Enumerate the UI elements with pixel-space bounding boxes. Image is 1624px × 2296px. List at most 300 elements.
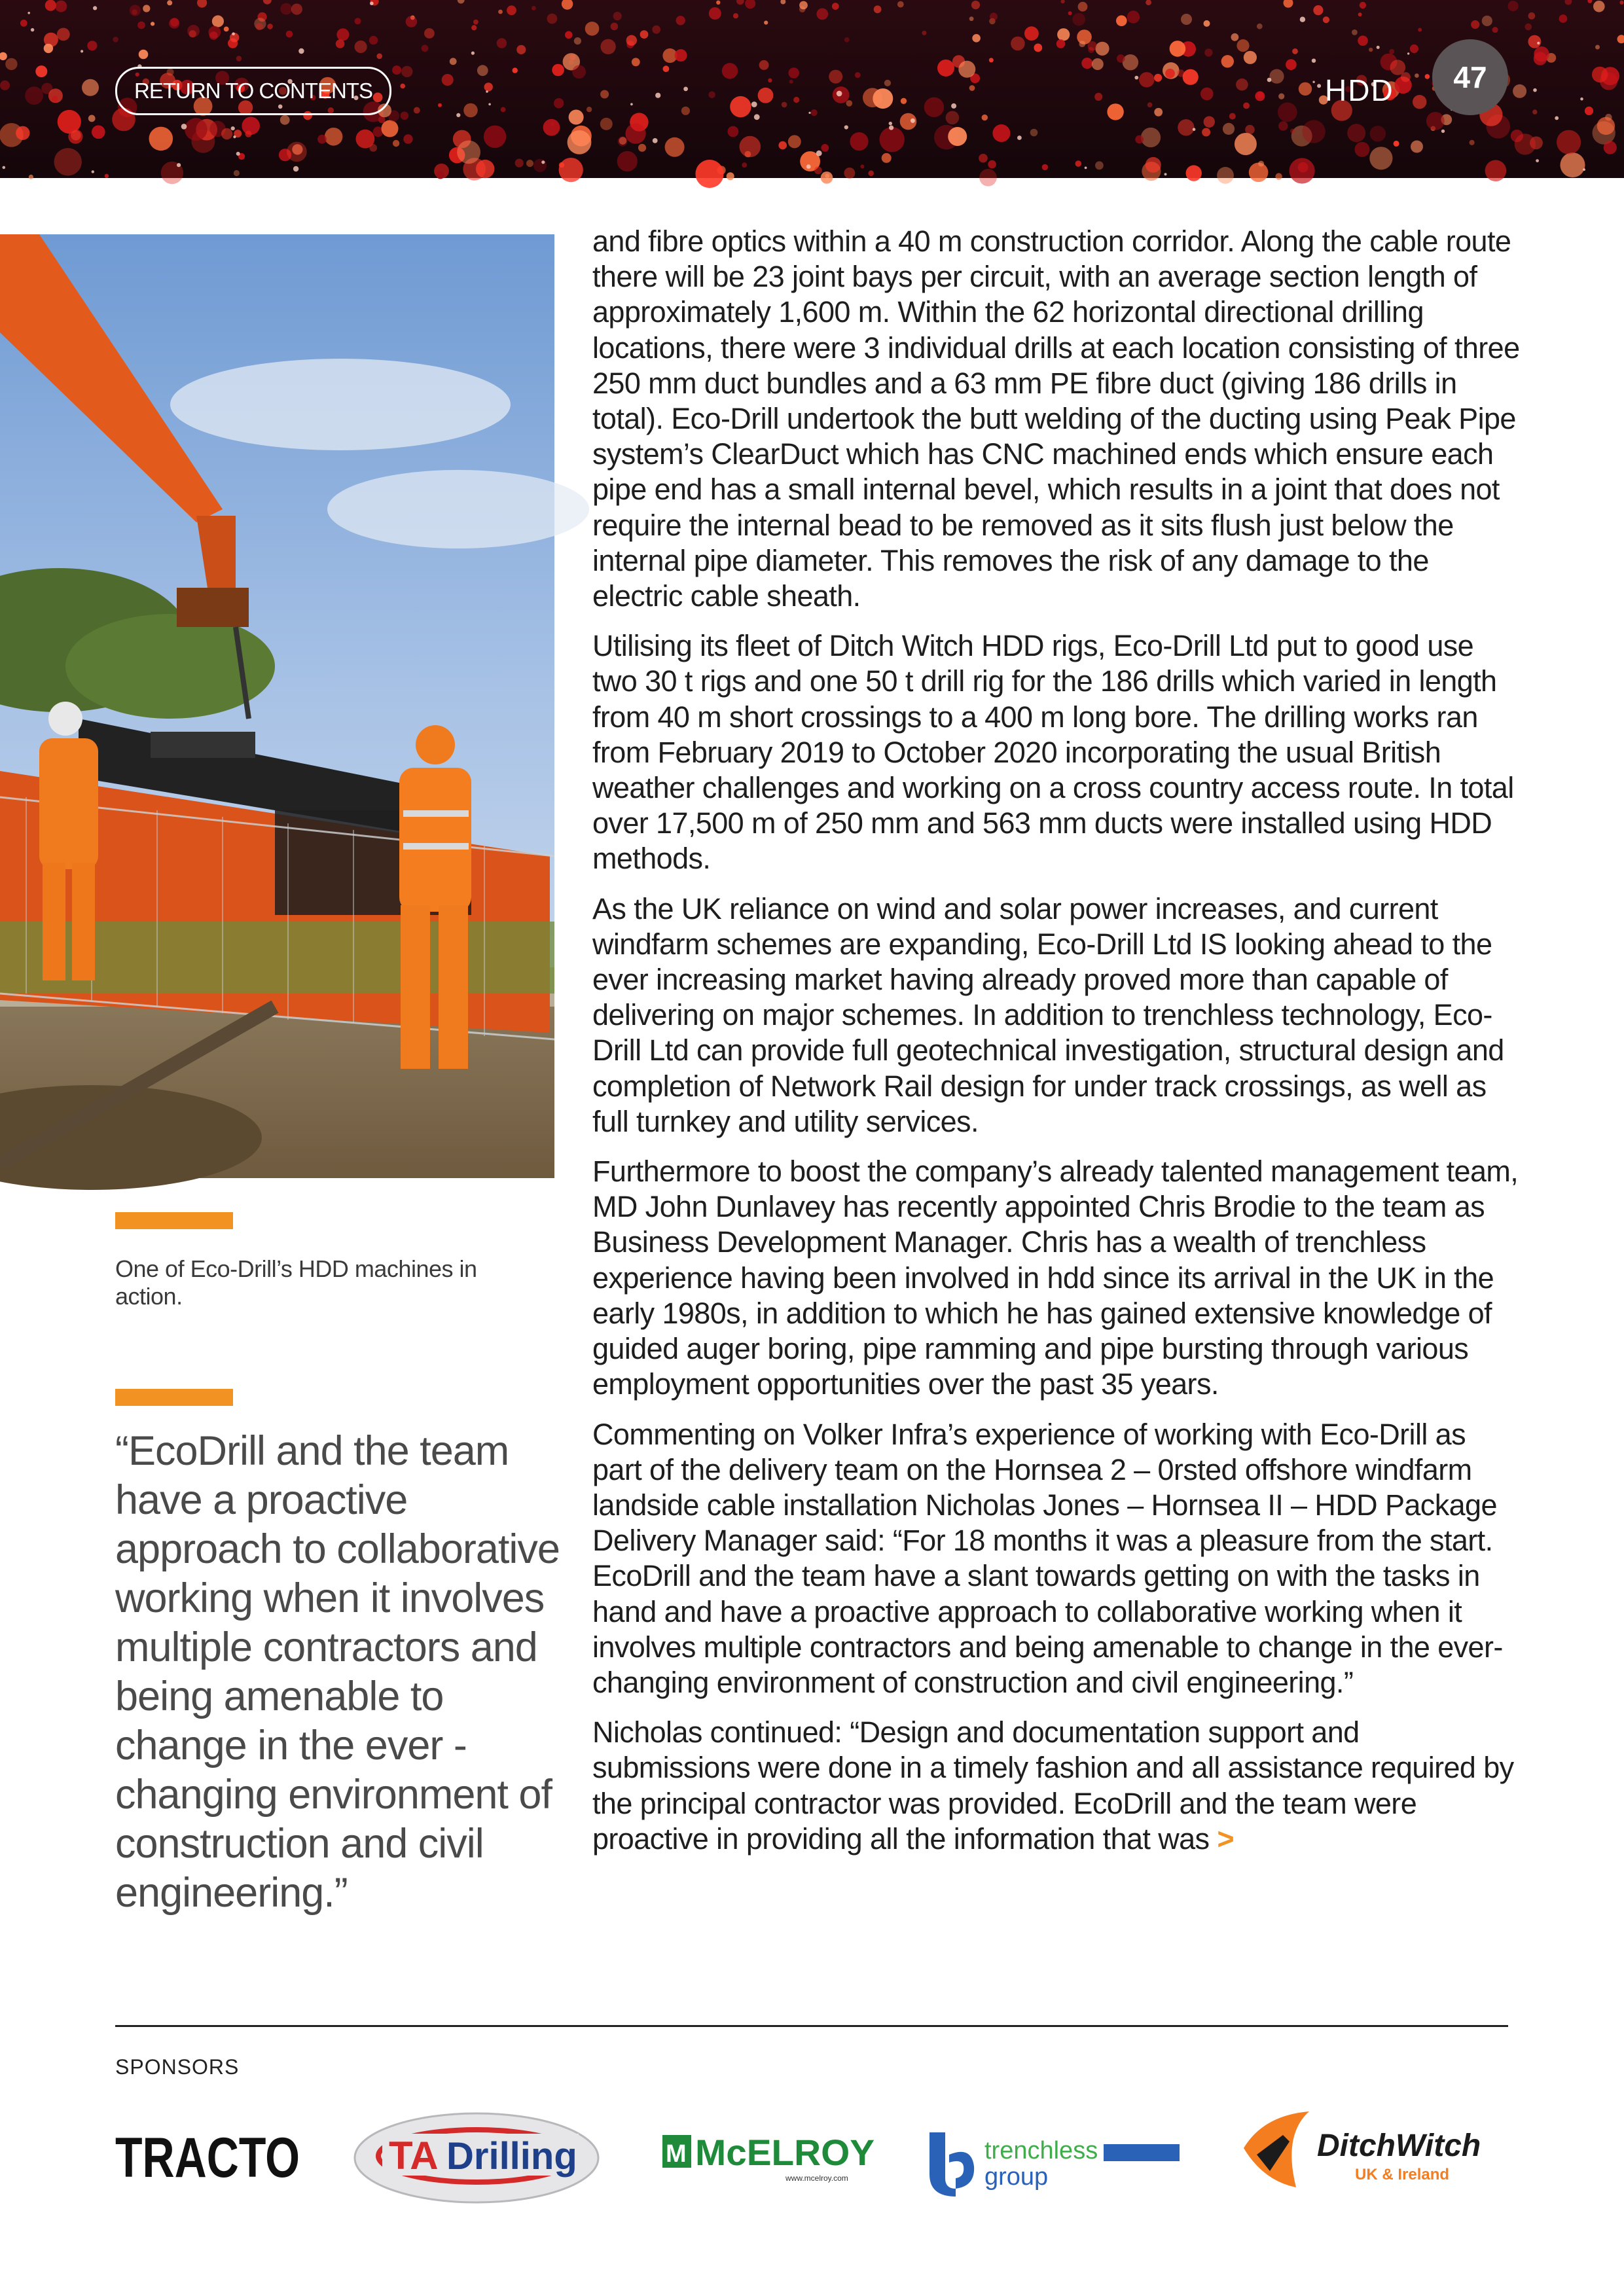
bokeh-light bbox=[393, 140, 399, 147]
bokeh-light bbox=[369, 36, 378, 45]
bokeh-light bbox=[728, 126, 739, 137]
bokeh-light bbox=[665, 137, 685, 157]
bokeh-light bbox=[1127, 10, 1140, 23]
bokeh-light bbox=[1470, 140, 1475, 145]
bokeh-highlight bbox=[1300, 17, 1305, 22]
bokeh-light bbox=[972, 34, 981, 43]
bokeh-light bbox=[105, 174, 109, 178]
bokeh-light bbox=[742, 162, 747, 168]
bokeh-highlight bbox=[1085, 167, 1087, 170]
photo-caption: One of Eco-Drill’s HDD machines in action. bbox=[115, 1255, 477, 1310]
bokeh-light bbox=[1532, 109, 1537, 114]
bokeh-light bbox=[1094, 93, 1102, 101]
bokeh-light bbox=[52, 96, 58, 101]
bokeh-light bbox=[392, 65, 401, 75]
bokeh-light bbox=[1139, 72, 1154, 87]
bokeh-light bbox=[716, 1, 720, 5]
article-paragraph: As the UK reliance on wind and solar power increases, and current windfarm schemes are expanding, Eco-Drill Ltd IS looking ahead to the ever increasing market having already proved more than capable of delivering on major schemes. In addition to trenchless technology, Eco-Drill Ltd can provide full geotechnical investigation, structural design and completion of Network Rail design for under track crossings, as well as full turnkey and utility services. bbox=[592, 891, 1504, 1138]
bokeh-light bbox=[1092, 58, 1104, 70]
bokeh-light bbox=[764, 20, 768, 24]
bokeh-light bbox=[473, 20, 478, 25]
bokeh-light bbox=[1559, 14, 1568, 23]
bokeh-light bbox=[585, 22, 600, 36]
bokeh-light bbox=[20, 20, 27, 27]
bokeh-light bbox=[1030, 129, 1038, 137]
bokeh-light bbox=[1413, 95, 1426, 109]
hdd-machine-photo bbox=[0, 234, 554, 1178]
bokeh-light bbox=[924, 98, 944, 117]
bokeh-light bbox=[922, 31, 926, 35]
bokeh-light bbox=[1592, 67, 1608, 82]
bokeh-light bbox=[1369, 147, 1392, 170]
bokeh-light bbox=[224, 27, 229, 32]
bokeh-highlight bbox=[1164, 173, 1167, 175]
bokeh-light bbox=[1056, 39, 1066, 48]
bokeh-light bbox=[882, 153, 892, 163]
bokeh-light bbox=[355, 18, 361, 24]
bokeh-light bbox=[722, 63, 738, 79]
mcelroy-logo[interactable] bbox=[661, 2131, 877, 2190]
bokeh-light bbox=[1068, 11, 1072, 15]
bokeh-light bbox=[1243, 103, 1250, 109]
bokeh-light bbox=[1095, 161, 1104, 170]
bokeh-light bbox=[1095, 42, 1109, 56]
bokeh-light bbox=[286, 31, 293, 38]
bokeh-light bbox=[1360, 2, 1366, 9]
bokeh-light bbox=[1249, 162, 1269, 182]
bokeh-light bbox=[1221, 55, 1234, 67]
bokeh-light bbox=[1255, 91, 1265, 101]
bokeh-light bbox=[1410, 45, 1418, 53]
bokeh-light bbox=[897, 1, 904, 8]
bokeh-light bbox=[1415, 73, 1419, 78]
bokeh-light bbox=[850, 132, 868, 151]
bokeh-highlight bbox=[837, 91, 842, 97]
bokeh-light bbox=[280, 115, 290, 125]
bokeh-highlight bbox=[1134, 76, 1138, 80]
bokeh-light bbox=[1170, 41, 1186, 57]
bokeh-light bbox=[574, 37, 581, 45]
bokeh-highlight bbox=[1441, 130, 1445, 133]
bokeh-light bbox=[586, 107, 592, 112]
bokeh-light bbox=[730, 96, 751, 117]
bokeh-light bbox=[814, 166, 822, 174]
bokeh-light bbox=[25, 86, 43, 105]
bokeh-light bbox=[547, 14, 558, 24]
bokeh-light bbox=[948, 127, 967, 146]
bokeh-light bbox=[554, 98, 564, 108]
bokeh-light bbox=[821, 171, 833, 184]
bokeh-light bbox=[543, 119, 560, 136]
bokeh-light bbox=[652, 26, 660, 34]
bokeh-light bbox=[676, 16, 685, 25]
article-paragraph: Utilising its fleet of Ditch Witch HDD rigs, Eco-Drill Ltd put to good use two 30 t rigs and one 50 t drill rig for the 186 drills which varied in length from 40 m short crossings to a 400 m long bore. The drilling works ran from February 2019 to October 2020 incorporating the usual British weather challenges and working on a cross country access route. In total over 17,500 m of 250 mm and 563 mm ducts were installed using HDD methods. bbox=[592, 629, 1514, 876]
bokeh-light bbox=[1347, 124, 1365, 142]
bokeh-light bbox=[532, 6, 536, 10]
bokeh-light bbox=[740, 136, 761, 158]
bokeh-light bbox=[151, 22, 154, 26]
bokeh-light bbox=[1290, 158, 1315, 183]
bokeh-light bbox=[640, 30, 649, 39]
bokeh-light bbox=[946, 111, 960, 125]
bokeh-light bbox=[1604, 141, 1617, 154]
bokeh-light bbox=[1235, 133, 1257, 155]
bokeh-highlight bbox=[1193, 128, 1196, 131]
bokeh-light bbox=[516, 45, 526, 54]
bokeh-light bbox=[1088, 41, 1097, 50]
pull-quote: “EcoDrill and the team have a proactive approach to collaborative working when it involves multiple contractors and being amenable to change in the ever -changing environment of construction and civil engineering.” bbox=[115, 1428, 560, 1916]
bokeh-light bbox=[617, 151, 638, 171]
bokeh-highlight bbox=[1533, 88, 1537, 92]
bokeh-light bbox=[1290, 129, 1295, 134]
bokeh-light bbox=[1485, 160, 1507, 181]
bokeh-light bbox=[1154, 74, 1162, 82]
bokeh-highlight bbox=[1536, 159, 1539, 162]
bokeh-light bbox=[600, 39, 615, 54]
bokeh-light bbox=[681, 107, 690, 115]
bokeh-light bbox=[477, 65, 488, 76]
article-paragraph: Furthermore to boost the company’s already talented management team, MD John Dunlavey has recently appointed Chris Brodie to the team as Business Development Manager. Chris has a wealth of trenchless experience having been involved in hdd since its arrival in the UK in the early 1980s, in addition to which he has gained extensive knowledge of guided auger boring, pipe ramming and pipe bursting through various employment opportunities over the past 35 years. bbox=[592, 1155, 1519, 1401]
bokeh-light bbox=[424, 28, 435, 39]
bokeh-light bbox=[256, 23, 263, 30]
bokeh-light bbox=[1178, 119, 1194, 135]
bokeh-light bbox=[245, 131, 251, 137]
bokeh-light bbox=[611, 23, 619, 31]
bokeh-light bbox=[1154, 108, 1163, 117]
bokeh-light bbox=[832, 3, 839, 10]
bokeh-light bbox=[1236, 39, 1249, 52]
bokeh-light bbox=[1072, 13, 1085, 26]
bokeh-highlight bbox=[1555, 117, 1559, 120]
bokeh-light bbox=[82, 79, 99, 96]
bokeh-highlight bbox=[232, 32, 235, 35]
bokeh-light bbox=[969, 16, 974, 21]
bokeh-light bbox=[1075, 160, 1082, 167]
trenchless-mark-icon bbox=[929, 2132, 956, 2197]
bokeh-light bbox=[1202, 128, 1210, 137]
bokeh-light bbox=[1358, 12, 1362, 16]
bokeh-highlight bbox=[630, 103, 633, 105]
bokeh-light bbox=[873, 88, 893, 109]
bokeh-light bbox=[401, 112, 409, 120]
bokeh-light bbox=[1508, 1, 1519, 11]
bokeh-light bbox=[1024, 26, 1039, 41]
bokeh-light bbox=[376, 54, 382, 60]
bokeh-light bbox=[1217, 167, 1234, 184]
return-to-contents-button[interactable]: RETURN TO CONTENTS bbox=[115, 67, 391, 115]
bokeh-light bbox=[113, 37, 118, 43]
bokeh-highlight bbox=[1377, 46, 1380, 49]
bokeh-light bbox=[1597, 117, 1615, 135]
bokeh-light bbox=[565, 31, 573, 39]
bokeh-light bbox=[1394, 141, 1399, 147]
bokeh-light bbox=[1515, 134, 1536, 154]
bokeh-light bbox=[695, 160, 723, 188]
bokeh-light bbox=[1389, 49, 1394, 54]
trenchless-group-logo[interactable] bbox=[926, 2126, 1187, 2198]
bokeh-light bbox=[1355, 142, 1370, 157]
bokeh-light bbox=[1585, 107, 1593, 115]
bokeh-light bbox=[1141, 128, 1161, 147]
bokeh-light bbox=[35, 65, 47, 77]
bokeh-light bbox=[1313, 5, 1323, 15]
bokeh-light bbox=[1147, 102, 1153, 107]
bokeh-light bbox=[1275, 173, 1282, 179]
bokeh-light bbox=[1244, 51, 1257, 64]
bokeh-light bbox=[992, 124, 1010, 142]
bokeh-light bbox=[1204, 48, 1212, 56]
bokeh-light bbox=[267, 24, 273, 29]
bokeh-light bbox=[1257, 24, 1263, 29]
article-paragraph-text: Nicholas continued: “Design and documentation support and submissions were done in a timely fashion and all assistance required by the principal contractor was provided. EcoDrill and the team were proactive in providing all the information that was bbox=[592, 1715, 1514, 1856]
bokeh-light bbox=[92, 125, 105, 139]
bokeh-highlight bbox=[1580, 98, 1583, 101]
bokeh-light bbox=[1057, 28, 1070, 41]
bokeh-light bbox=[221, 128, 232, 139]
bokeh-highlight bbox=[889, 126, 893, 130]
bokeh-light bbox=[403, 134, 412, 143]
bokeh-light bbox=[979, 169, 997, 187]
bokeh-light bbox=[901, 98, 907, 104]
bokeh-light bbox=[356, 130, 375, 149]
tracto-wordmark: TRACTO bbox=[115, 2126, 300, 2189]
bokeh-light bbox=[1236, 79, 1248, 91]
bokeh-light bbox=[1323, 16, 1329, 23]
bokeh-highlight bbox=[808, 112, 810, 114]
bokeh-highlight bbox=[81, 50, 83, 52]
bokeh-light bbox=[1528, 12, 1536, 20]
tadrilling-logo[interactable] bbox=[351, 2109, 606, 2207]
bokeh-light bbox=[1269, 69, 1284, 84]
bokeh-light bbox=[507, 5, 516, 15]
bokeh-light bbox=[457, 141, 480, 164]
bokeh-light bbox=[1561, 152, 1585, 177]
bokeh-highlight bbox=[27, 12, 30, 14]
bokeh-highlight bbox=[844, 125, 848, 129]
bokeh-light bbox=[287, 142, 307, 162]
bokeh-highlight bbox=[1267, 78, 1272, 82]
article-paragraph: and fibre optics within a 40 m construction corridor. Along the cable route there will be 23 joint bays per circuit, with an average section length of approximately 1,600 m. Within the 62 horizontal directional drilling locations, there were 3 individual drills at each location consisting of three 250 mm duct bundles and a 63 mm PE fibre duct (giving 186 drills in total). Eco-Drill undertook the butt welding of the ducting using Peak Pipe system’s ClearDuct which has CNC machined ends which ensure each pipe end has a small internal bevel, which results in a joint that does not require the internal bead to be removed as it sits flush just below the internal pipe diameter. This removes the risk of any damage to the electric cable sheath. bbox=[592, 224, 1520, 613]
tadrilling-word: Drilling bbox=[446, 2135, 577, 2178]
bokeh-light bbox=[1557, 130, 1581, 154]
bokeh-light bbox=[1123, 54, 1138, 70]
bokeh-light bbox=[618, 136, 628, 146]
bokeh-light bbox=[209, 31, 218, 40]
bokeh-light bbox=[632, 58, 640, 66]
ditchwitch-wordmark: DitchWitch bbox=[1317, 2128, 1481, 2163]
bokeh-light bbox=[130, 5, 141, 16]
bokeh-light bbox=[1078, 2, 1088, 12]
svg-text:M: M bbox=[666, 2140, 687, 2168]
bokeh-highlight bbox=[486, 90, 488, 93]
mcelroy-url: www.mcelroy.com bbox=[785, 2174, 848, 2183]
bokeh-light bbox=[167, 0, 172, 5]
bokeh-light bbox=[1229, 113, 1236, 120]
bokeh-light bbox=[1528, 35, 1541, 48]
bokeh-light bbox=[442, 74, 454, 86]
bokeh-light bbox=[829, 70, 842, 84]
quote-accent-bar bbox=[115, 1389, 233, 1406]
bokeh-light bbox=[185, 118, 208, 141]
bokeh-light bbox=[1492, 27, 1498, 33]
group-word: group bbox=[984, 2163, 1049, 2191]
article-paragraph: Commenting on Volker Infra’s experience of working with Eco-Drill as part of the delivery team on the Hornsea 2 – 0rsted offshore windfarm landside cable installation Nicholas Jones – Hornsea II – HDD Package Delivery Manager said: “For 18 months it was a pleasure from the start. EcoDrill and the team have a slant towards getting on with the tasks in hand and have a proactive approach to collaborative working when it involves multiple contractors and being amenable to change in the ever-changing environment of construction and civil engineering.” bbox=[592, 1417, 1503, 1699]
bokeh-light bbox=[471, 25, 477, 30]
bokeh-light bbox=[143, 5, 150, 12]
bokeh-light bbox=[789, 80, 793, 84]
bokeh-light bbox=[1081, 58, 1092, 69]
bokeh-light bbox=[626, 124, 646, 144]
bokeh-light bbox=[280, 3, 292, 15]
bokeh-light bbox=[884, 80, 891, 86]
bokeh-light bbox=[16, 126, 29, 140]
bokeh-light bbox=[880, 127, 905, 152]
bokeh-light bbox=[355, 41, 367, 53]
bokeh-highlight bbox=[92, 170, 94, 173]
section-label: HDD bbox=[1325, 73, 1394, 107]
bokeh-light bbox=[1595, 45, 1600, 50]
bokeh-light bbox=[811, 109, 818, 116]
bokeh-light bbox=[1146, 157, 1161, 173]
bokeh-light bbox=[709, 7, 721, 20]
bokeh-highlight bbox=[3, 166, 6, 170]
bokeh-highlight bbox=[655, 93, 660, 98]
bokeh-light bbox=[1135, 135, 1144, 144]
trenchless-word: trenchless bbox=[984, 2137, 1098, 2164]
bokeh-light bbox=[1204, 20, 1210, 27]
bokeh-light bbox=[788, 135, 801, 148]
bokeh-highlight bbox=[754, 114, 760, 120]
bokeh-highlight bbox=[236, 152, 240, 156]
bokeh-light bbox=[515, 159, 524, 168]
bokeh-light bbox=[768, 79, 772, 82]
bokeh-light bbox=[498, 10, 503, 14]
bokeh-light bbox=[58, 110, 81, 134]
bokeh-highlight bbox=[951, 103, 956, 109]
bokeh-light bbox=[44, 44, 53, 53]
bokeh-light bbox=[568, 130, 592, 154]
bokeh-highlight bbox=[31, 28, 34, 31]
bokeh-light bbox=[1258, 161, 1264, 167]
bokeh-light bbox=[463, 103, 478, 118]
sponsors-label: SPONSORS bbox=[115, 2055, 240, 2079]
bokeh-light bbox=[990, 12, 998, 20]
bokeh-light bbox=[759, 60, 769, 70]
bokeh-light bbox=[406, 16, 417, 27]
bokeh-light bbox=[559, 158, 583, 182]
bokeh-highlight bbox=[298, 48, 304, 54]
bokeh-light bbox=[675, 49, 687, 62]
article-body bbox=[592, 224, 1522, 1871]
bokeh-highlight bbox=[889, 122, 892, 125]
bokeh-light bbox=[1117, 54, 1125, 63]
bokeh-light bbox=[1165, 69, 1175, 79]
bokeh-light bbox=[971, 1, 980, 9]
bokeh-light bbox=[860, 164, 864, 168]
bokeh-highlight bbox=[488, 103, 491, 106]
caption-accent-bar bbox=[115, 1212, 233, 1229]
bokeh-light bbox=[236, 56, 242, 61]
bokeh-light bbox=[1116, 15, 1127, 26]
bokeh-light bbox=[569, 110, 584, 125]
bokeh-light bbox=[212, 15, 224, 27]
bokeh-light bbox=[1186, 165, 1202, 181]
bokeh-light bbox=[1200, 88, 1214, 101]
bokeh-light bbox=[437, 171, 444, 179]
bokeh-highlight bbox=[231, 126, 235, 130]
bokeh-light bbox=[788, 67, 799, 79]
continue-arrow[interactable]: > bbox=[1217, 1821, 1235, 1856]
bokeh-light bbox=[1042, 164, 1048, 170]
bokeh-light bbox=[600, 118, 613, 130]
bokeh-light bbox=[88, 115, 96, 122]
bokeh-light bbox=[982, 115, 988, 120]
bokeh-highlight bbox=[1537, 42, 1540, 45]
bokeh-light bbox=[29, 175, 33, 179]
bokeh-highlight bbox=[456, 113, 460, 117]
bokeh-light bbox=[937, 60, 954, 77]
bokeh-light bbox=[533, 159, 547, 172]
ditchwitch-logo[interactable] bbox=[1237, 2109, 1512, 2200]
bokeh-light bbox=[1426, 112, 1445, 130]
bokeh-light bbox=[1181, 14, 1192, 25]
bokeh-highlight bbox=[683, 87, 688, 92]
bokeh-light bbox=[782, 102, 787, 108]
bokeh-highlight bbox=[181, 124, 187, 130]
bokeh-light bbox=[1278, 94, 1284, 99]
bokeh-highlight bbox=[293, 166, 298, 171]
bokeh-light bbox=[874, 5, 882, 13]
mcelroy-wordmark: McELROY bbox=[695, 2132, 875, 2173]
bokeh-highlight bbox=[233, 135, 236, 138]
bokeh-light bbox=[291, 4, 302, 15]
ditchwitch-region: UK & Ireland bbox=[1355, 2166, 1450, 2183]
bokeh-highlight bbox=[1017, 135, 1022, 140]
bokeh-light bbox=[613, 12, 622, 20]
bokeh-light bbox=[1513, 84, 1526, 98]
bokeh-light bbox=[0, 81, 10, 90]
bokeh-light bbox=[663, 65, 670, 72]
bokeh-light bbox=[778, 141, 787, 150]
bokeh-light bbox=[422, 45, 429, 52]
bokeh-light bbox=[170, 18, 179, 26]
bokeh-light bbox=[438, 103, 442, 107]
bokeh-light bbox=[1482, 16, 1492, 26]
bokeh-light bbox=[816, 9, 828, 20]
bokeh-light bbox=[846, 100, 853, 107]
bokeh-light bbox=[1292, 48, 1298, 54]
bokeh-highlight bbox=[806, 164, 811, 169]
tracto-logo[interactable] bbox=[115, 2126, 305, 2189]
bokeh-light bbox=[708, 92, 715, 99]
bokeh-light bbox=[855, 72, 861, 78]
bokeh-light bbox=[55, 1, 67, 12]
bokeh-light bbox=[1471, 20, 1479, 29]
bokeh-highlight bbox=[1407, 52, 1409, 54]
bokeh-light bbox=[1231, 33, 1239, 41]
bokeh-light bbox=[57, 28, 70, 41]
bokeh-light bbox=[1534, 52, 1547, 65]
bokeh-light bbox=[727, 172, 734, 180]
bokeh-light bbox=[382, 120, 399, 137]
bokeh-highlight bbox=[653, 138, 658, 143]
bokeh-light bbox=[1183, 69, 1199, 85]
bokeh-light bbox=[149, 127, 173, 151]
header-banner bbox=[0, 0, 1624, 178]
bokeh-light bbox=[600, 90, 609, 99]
bokeh-highlight bbox=[1317, 84, 1321, 88]
bokeh-light bbox=[234, 170, 240, 176]
